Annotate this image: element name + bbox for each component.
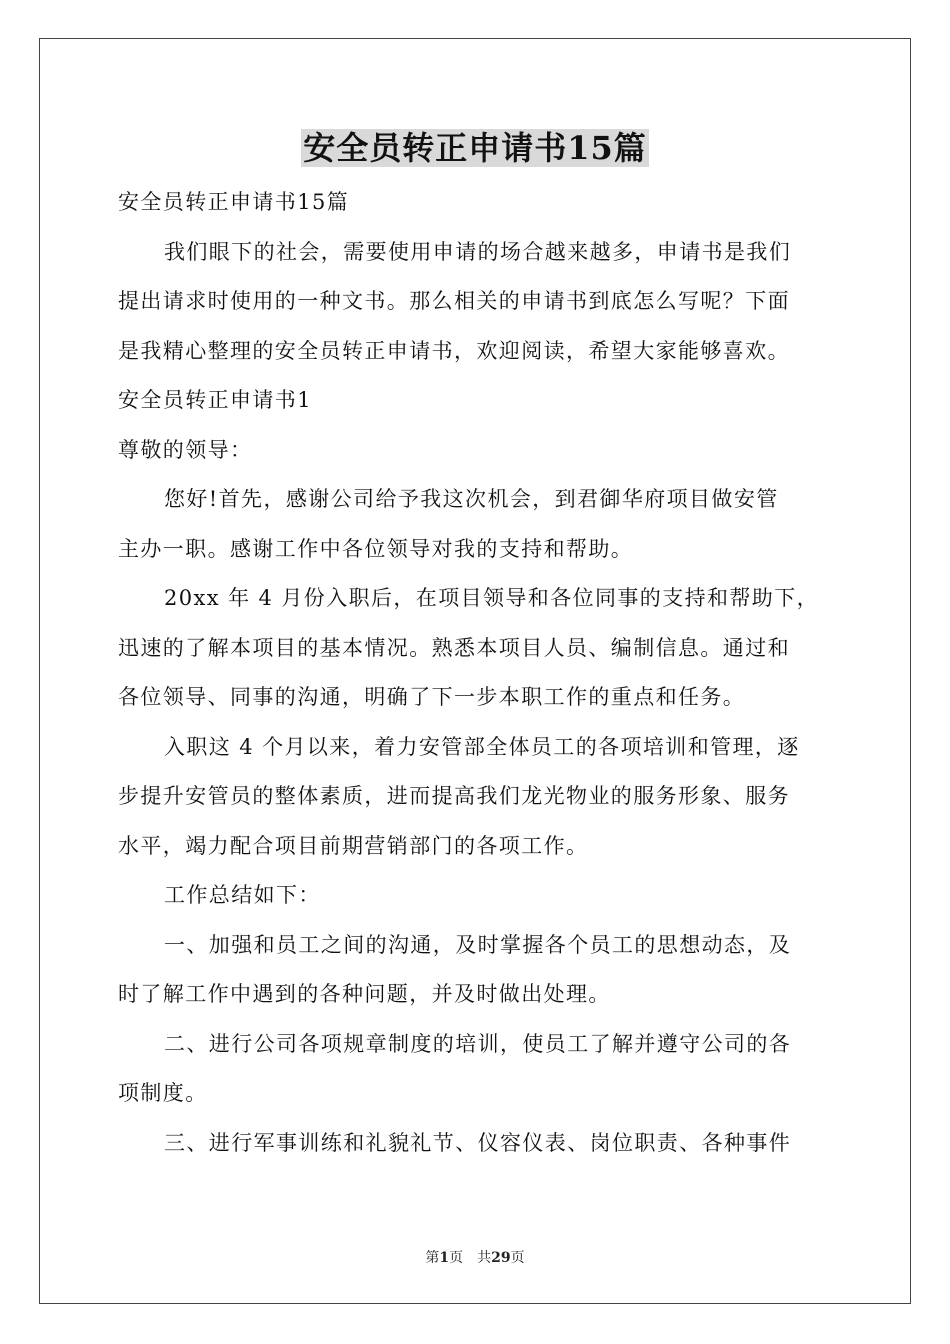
document-title <box>0 126 950 170</box>
footer-total-pages: 29 <box>491 1250 511 1266</box>
intro-line: 我们眼下的社会，需要使用申请的场合越来越多，申请书是我们 <box>164 239 792 264</box>
paragraph-line: 二、进行公司各项规章制度的培训，使员工了解并遵守公司的各 <box>164 1031 792 1056</box>
paragraph-line: 水平，竭力配合项目前期营销部门的各项工作。 <box>118 833 589 858</box>
paragraph-line: 步提升安管员的整体素质，进而提高我们龙光物业的服务形象、服务 <box>118 784 790 808</box>
footer-suffix: 页 <box>510 1250 525 1266</box>
paragraph-line: 20xx 年 4 月份入职后，在项目领导和各位同事的支持和帮助下， <box>164 586 819 610</box>
paragraph-line: 您好!首先，感谢公司给予我这次机会，到君御华府项目做安管 <box>164 487 779 511</box>
paragraph-line: 迅速的了解本项目的基本情况。熟悉本项目人员、编制信息。通过和 <box>118 635 790 660</box>
intro-line: 是我精心整理的安全员转正申请书，欢迎阅读，希望大家能够喜欢。 <box>118 338 790 363</box>
footer-page-number: 1 <box>439 1250 450 1266</box>
section-heading: 安全员转正申请书1 <box>118 388 312 412</box>
paragraph-line: 时了解工作中遇到的各种问题，并及时做出处理。 <box>118 982 611 1006</box>
paragraph-line: 主办一职。感谢工作中各位领导对我的支持和帮助。 <box>118 536 634 561</box>
paragraph-line: 三、进行军事训练和礼貌礼节、仪容仪表、岗位职责、各种事件 <box>164 1130 792 1155</box>
paragraph-line: 工作总结如下： <box>164 883 321 907</box>
document-title-text: 安全员转正申请书15篇 <box>303 129 647 167</box>
subtitle-line: 安全员转正申请书15篇 <box>118 190 350 214</box>
paragraph-line: 各位领导、同事的沟通，明确了下一步本职工作的重点和任务。 <box>118 685 746 709</box>
document-body <box>118 178 836 1168</box>
paragraph-line: 入职这 4 个月以来，着力安管部全体员工的各项培训和管理，逐 <box>164 734 800 759</box>
paragraph-line: 项制度。 <box>118 1081 208 1105</box>
paragraph-line: 一、加强和员工之间的沟通，及时掌握各个员工的思想动态，及 <box>164 932 792 957</box>
footer-mid: 页 共 <box>449 1250 492 1266</box>
footer-prefix: 第 <box>425 1250 440 1266</box>
intro-line: 提出请求时使用的一种文书。那么相关的申请书到底怎么写呢？下面 <box>118 289 790 313</box>
page-footer <box>0 1248 950 1268</box>
salutation: 尊敬的领导： <box>118 437 253 462</box>
